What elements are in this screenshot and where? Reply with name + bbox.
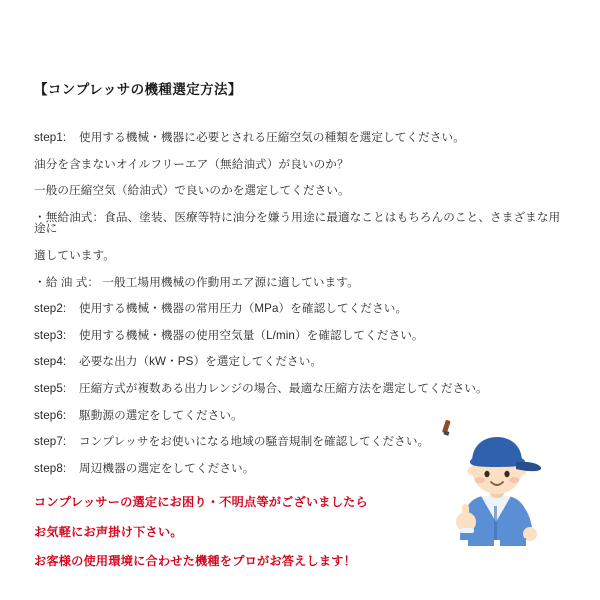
step-label: step1:: [34, 131, 67, 144]
step-text: 一般の圧縮空気（給油式）で良いのかを選定してください。: [34, 184, 350, 198]
note-line: コンプレッサーの選定にお困り・不明点等がございましたら: [34, 495, 368, 510]
step-text: ・給 油 式： 一般工場用機械の作動用エア源に適しています。: [34, 275, 359, 289]
step-label: step6:: [34, 408, 67, 422]
step-label: step4:: [34, 355, 67, 369]
list-item: [34, 159, 566, 171]
list-item: [34, 303, 566, 315]
step-text: 使用する機械・機器の常用圧力（MPa）を確認してください。: [79, 302, 408, 316]
list-item: [34, 185, 566, 197]
list-item: [34, 212, 566, 235]
step-text: 必要な出力（kW・PS）を選定してください。: [79, 355, 323, 369]
footer-strip: [0, 590, 600, 600]
marker-icon: [442, 420, 451, 436]
step-label: step2:: [34, 302, 67, 316]
step-text: 駆動源の選定をしてください。: [79, 408, 243, 422]
step-label: step5:: [34, 381, 67, 395]
step-text: 使用する機械・機器の使用空気量（L/min）を確認してください。: [79, 328, 424, 342]
note-line: お客様の使用環境に合わせた機種をプロがお答えします！: [34, 553, 357, 568]
pointing-worker-illustration: [408, 418, 558, 548]
step-label: step8:: [34, 461, 67, 475]
step-text: ・無給油式：食品、塗装、医療等特に油分を嫌う用途に最適なことはもちろんのこと、さまざまな用途に: [34, 210, 561, 236]
step-label: step7:: [34, 435, 67, 449]
step-text: コンプレッサをお使いになる地域の騒音規制を確認してください。: [79, 435, 430, 449]
list-item: [34, 132, 566, 144]
note-line: お気軽にお声掛け下さい。: [34, 524, 183, 539]
step-text: 適しています。: [34, 248, 115, 262]
step-text: 使用する機械・機器に必要とされる圧縮空気の種類を選定してください。: [79, 131, 465, 144]
list-item: [34, 356, 566, 368]
list-item: [34, 330, 566, 342]
list-item: [34, 383, 566, 395]
step-text: 圧縮方式が複数ある出力レンジの場合、最適な圧縮方法を選定してください。: [79, 381, 488, 395]
step-text: 油分を含まないオイルフリーエア（無給油式）が良いのか？: [34, 157, 349, 171]
step-text: 周辺機器の選定をしてください。: [79, 461, 255, 475]
list-item: [34, 277, 566, 289]
page-title: 【コンプレッサの機種選定方法】: [34, 82, 242, 97]
list-item: [34, 250, 566, 262]
step-label: step3:: [34, 328, 67, 342]
